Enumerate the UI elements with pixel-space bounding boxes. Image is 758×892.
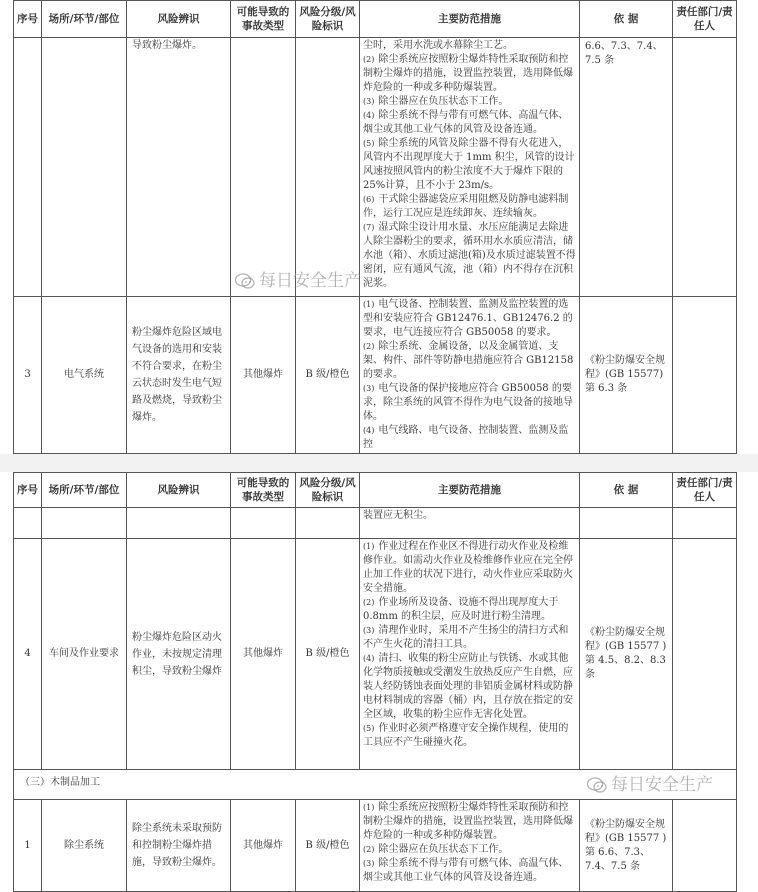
measure-item (363, 652, 576, 722)
wechat-icon (586, 776, 608, 794)
header-place: 场所/环节/部位 (42, 1, 127, 38)
measure-text: 装置应无积尘。 (363, 510, 433, 521)
grade-cell: B 级/橙色 (296, 297, 360, 454)
risk-cell: 除尘系统未采取预防和控制粉尘爆炸措施，导致粉尘爆炸。 (127, 800, 231, 892)
table-row (14, 508, 737, 539)
measure-number: (6) (363, 195, 375, 204)
measure-number: (2) (363, 342, 375, 351)
measure-number: (4) (363, 111, 375, 120)
risk-cell: 导致粉尘爆炸。 (127, 38, 231, 297)
measure-text: 清理作业时，采用不产生扬尘的清扫方式和不产生火花的清扫工具。 (363, 625, 569, 650)
header-accident: 可能导致的事故类型 (231, 473, 296, 508)
measure-item (363, 340, 576, 382)
basis-cell: 《粉尘防爆安全规程》(GB 15577) 第 6.3 条 (580, 297, 673, 454)
measure-number: (2) (363, 55, 375, 64)
section-row (14, 770, 737, 800)
measure-text: 作业时必须严格遵守安全操作规程，使用的工具应不产生碰撞火花。 (363, 723, 569, 748)
header-basis: 依 据 (580, 1, 673, 38)
measure-text: 电气线路、电气设备、控制装置、监测及监控 (363, 425, 569, 450)
measure-text: 除尘系统、金属设备，以及金属管道、支架、构件、部件等防静电措施应符合 GB12158 的要求。 (363, 341, 574, 380)
measure-text: 作业过程在作业区不得进行动火作业及检维修作业。如需动火作业及检维修作业应在完全停止加工作业的状况下进行，动火作业应采取防火安全措施。 (363, 541, 573, 594)
measure-item (363, 53, 576, 95)
measure-number: (2) (363, 598, 375, 607)
measure-text: 除尘系统不得与带有可燃气体、高温气体、烟尘或其他工业气体的风管及设备连通。 (363, 110, 569, 135)
measure-text: 除尘系统应按照粉尘爆炸特性采取预防和控制粉尘爆炸的措施，设置监控装置，选用降低爆炸危险的一种或多种防爆装置。 (363, 54, 573, 93)
table-row (14, 38, 737, 297)
measure-item (363, 298, 576, 340)
watermark-text: 每日安全生产 (259, 271, 361, 291)
watermark-text: 每日安全生产 (611, 774, 713, 795)
table-header (14, 1, 737, 38)
accident-cell: 其他爆炸 (231, 297, 296, 454)
measure-text: 尘时，采用水洗或水幕除尘工艺。 (363, 40, 513, 51)
measure-item (363, 39, 576, 53)
measure-number: (7) (363, 223, 375, 232)
risk-cell: 粉尘爆炸危险区动火作业，未按规定清理积尘，导致粉尘爆炸 (127, 539, 231, 770)
measure-number: (5) (363, 724, 375, 733)
measure-item (363, 109, 576, 137)
seq-cell: 1 (14, 800, 42, 892)
measure-text: 干式除尘器滤袋应采用阻燃及防静电滤料制作，运行工况应是连续卸灰、连续输灰。 (363, 194, 569, 219)
measure-item (363, 424, 576, 452)
measure-number: (1) (363, 300, 375, 309)
risk-table-page-1 (13, 0, 737, 454)
accident-cell: 其他爆炸 (231, 539, 296, 770)
table-header (14, 473, 737, 508)
measure-text: 除尘系统不得与带有可燃气体、高温气体、烟尘或其他工业气体的风管及设备连通。 (363, 858, 569, 883)
page-gap (0, 454, 758, 472)
measure-text: 电气设备的保护接地应符合 GB50058 的要求，除尘系统的风管不得作为电气设备的接地导体。 (363, 383, 573, 422)
wechat-icon (234, 272, 256, 290)
basis-cell: 6.6、7.3、7.4、7.5 条 (580, 38, 673, 297)
header-measures: 主要防范措施 (360, 473, 580, 508)
grade-cell: B 级/橙色 (296, 800, 360, 892)
measure-text: 作业场所及设备、设施不得出现厚度大于 0.8mm 的积尘层，应及时进行粉尘清理。 (363, 597, 559, 622)
measure-number: (3) (363, 384, 375, 393)
measures-cell (360, 539, 580, 770)
accident-cell: 其他爆炸 (231, 800, 296, 892)
grade-cell: B 级/橙色 (296, 539, 360, 770)
measures-cell (360, 800, 580, 892)
measure-item (363, 382, 576, 424)
measure-item (363, 801, 576, 843)
table-row (14, 800, 737, 892)
basis-cell: 《粉尘防爆安全规程》(GB 15577 )第 4.5、8.2、8.3 条 (580, 539, 673, 770)
responsible-cell (673, 539, 737, 770)
measure-text: 电气设备、控制装置、监测及监控装置的选型和安装应符合 GB12476.1、GB12476.2 的要求，电气连接应符合 GB50058 的要求。 (363, 299, 573, 338)
header-responsible: 责任部门/责任人 (673, 473, 737, 508)
risk-cell: 粉尘爆炸危险区域电气设备的选用和安装不符合要求，在粉尘云状态时发生电气短路及燃烧，导致粉尘爆炸。 (127, 297, 231, 454)
measure-number: (4) (363, 654, 375, 663)
measure-number: (4) (363, 426, 375, 435)
measure-text: 除尘系统应按照粉尘爆炸特性采取预防和控制粉尘爆炸的措施，设置监控装置，选用降低爆炸危险的一种或多种防爆装置。 (363, 802, 573, 841)
place-cell: 电气系统 (42, 297, 127, 454)
table-row (14, 297, 737, 454)
measures-cell (360, 508, 580, 539)
responsible-cell (673, 800, 737, 892)
basis-cell: 《粉尘防爆安全规程》(GB 15577 )第 6.6、7.3、7.4、7.5 条 (580, 800, 673, 892)
measure-item (363, 843, 576, 857)
measure-item (363, 193, 576, 221)
header-seq: 序号 (14, 1, 42, 38)
header-responsible: 责任部门/责任人 (673, 1, 737, 38)
measure-number: (1) (363, 803, 375, 812)
responsible-cell (673, 297, 737, 454)
measure-number: (2) (363, 845, 375, 854)
header-seq: 序号 (14, 473, 42, 508)
table-row (14, 539, 737, 770)
measure-text: 清扫、收集的粉尘应防止与铁锈、水或其他化学物质接触或受潮发生放热反应产生自燃，应装人经防锈蚀表面处理的非铝质金属材料或防静电材料制成的容器（桶）内，且存放在指定的安全区域，收集的粉尘应作无害化处置。 (363, 653, 573, 720)
header-grade: 风险分级/风险标识 (296, 473, 360, 508)
measures-cell (360, 38, 580, 297)
measure-item (363, 857, 576, 885)
measure-text: 湿式除尘设计用水量、水压应能满足去除进人除尘器粉尘的要求，循环用水水质应清洁，储水池（箱）、水质过滤池(箱)及水质过滤装置不得密闭，应有通风气流，池（箱）内不得存在沉积泥浆。 (363, 222, 576, 289)
seq-cell: 4 (14, 539, 42, 770)
place-cell: 车间及作业要求 (42, 539, 127, 770)
measure-item (363, 624, 576, 652)
seq-cell: 3 (14, 297, 42, 454)
measure-text: 除尘器应在负压状态下工作。 (378, 96, 509, 107)
measure-item (363, 95, 576, 109)
section-title: （三）木制品加工 (20, 776, 100, 788)
watermark (234, 272, 361, 290)
place-cell: 除尘系统 (42, 800, 127, 892)
header-grade: 风险分级/风险标识 (296, 1, 360, 38)
header-accident: 可能导致的事故类型 (231, 1, 296, 38)
risk-table-page-2 (13, 472, 737, 892)
measure-number: (3) (363, 97, 375, 106)
header-measures: 主要防范措施 (360, 1, 580, 38)
measure-item (363, 540, 576, 596)
header-basis: 依 据 (580, 473, 673, 508)
measure-text: 除尘器应在负压状态下工作。 (378, 844, 509, 855)
measure-item (363, 137, 576, 193)
measures-cell (360, 297, 580, 454)
measure-number: (3) (363, 859, 375, 868)
measure-number: (3) (363, 626, 375, 635)
header-risk: 风险辨识 (127, 1, 231, 38)
measure-item (363, 221, 576, 291)
measure-number: (5) (363, 139, 375, 148)
measure-item (363, 509, 576, 523)
measure-item (363, 596, 576, 624)
header-place: 场所/环节/部位 (42, 473, 127, 508)
watermark (586, 776, 713, 794)
measure-item (363, 722, 576, 750)
header-risk: 风险辨识 (127, 473, 231, 508)
measure-text: 除尘系统的风管及除尘器不得有火花进入，风管内不出现厚度大于 1mm 积尘，风管的设计风速按照风管内的粉尘浓度不大于爆炸下限的 25%计算，且不小于 23m/s。 (363, 138, 575, 191)
measure-number: (1) (363, 542, 375, 551)
